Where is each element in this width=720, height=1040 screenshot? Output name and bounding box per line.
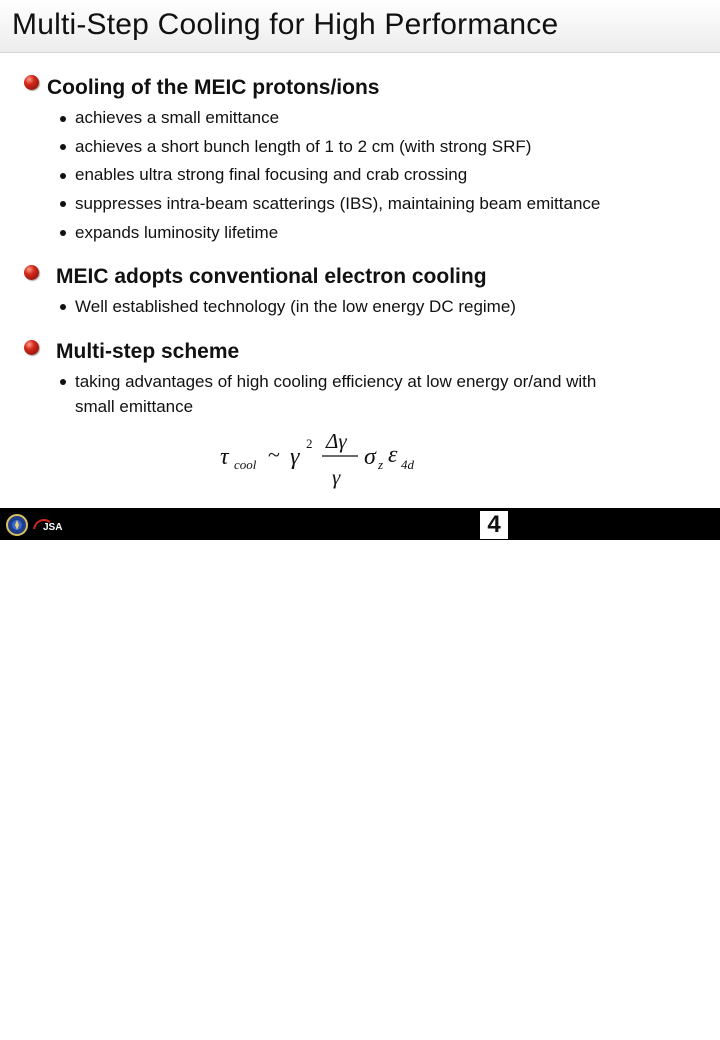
bullet-dot-icon xyxy=(60,201,66,207)
jefferson-lab-logo: Jefferson Lab xyxy=(618,1024,710,1040)
formula-tau: τ xyxy=(220,444,229,470)
formula-sim: ~ xyxy=(268,442,280,467)
doe-seal-icon xyxy=(7,515,27,535)
svg-text:JSA: JSA xyxy=(43,522,63,533)
formula-epsilon-sub: 4d xyxy=(401,457,414,472)
slide-title: Multi-Step Cooling for High Performance xyxy=(12,8,559,41)
section-bullet-icon xyxy=(24,75,39,90)
formula-numerator: Δγ xyxy=(326,429,347,453)
section-bullet-icon xyxy=(24,265,39,280)
bullet-item-continuation: small emittance xyxy=(75,397,194,416)
bullet-item: achieves a small emittance xyxy=(75,108,280,127)
bullet-dot-icon xyxy=(60,304,66,310)
section-heading-electron-cooling: MEIC adopts conventional electron cooling xyxy=(56,265,487,288)
bullet-dot-icon xyxy=(60,230,66,236)
section-heading-multi-step: Multi-step scheme xyxy=(56,340,240,363)
jsa-logo-icon xyxy=(34,520,62,533)
formula-sigma-sub: z xyxy=(378,457,384,472)
formula-sigma: σ xyxy=(364,444,376,470)
bullet-dot-icon xyxy=(60,116,66,122)
page-number: 4 xyxy=(480,511,508,539)
bullet-dot-icon xyxy=(60,144,66,150)
bullet-item: enables ultra strong final focusing and crab crossing xyxy=(75,165,468,184)
formula-tau-sub: cool xyxy=(234,457,257,472)
bullet-item: expands luminosity lifetime xyxy=(75,223,279,242)
bullet-item: suppresses intra-beam scatterings (IBS), maintaining beam emittance xyxy=(75,194,601,213)
bullet-dot-icon xyxy=(60,173,66,179)
title-bar xyxy=(0,0,720,53)
footer-bar xyxy=(0,508,720,1040)
bullet-item: achieves a short bunch length of 1 to 2 cm (with strong SRF) xyxy=(75,137,532,156)
bullet-dot-icon xyxy=(60,379,66,385)
formula-epsilon: ε xyxy=(388,442,398,468)
bullet-item: taking advantages of high cooling efficiency at low energy or/and with xyxy=(75,372,597,391)
formula-denominator: γ xyxy=(332,465,341,489)
section-bullet-icon xyxy=(24,340,39,355)
formula-exponent: 2 xyxy=(306,436,313,451)
formula-gamma: γ xyxy=(290,444,300,470)
bullet-item: Well established technology (in the low energy DC regime) xyxy=(75,297,516,316)
footer-logos xyxy=(6,514,66,536)
section-heading-protons-ions: Cooling of the MEIC protons/ions xyxy=(47,76,380,99)
cooling-time-formula xyxy=(218,428,438,490)
